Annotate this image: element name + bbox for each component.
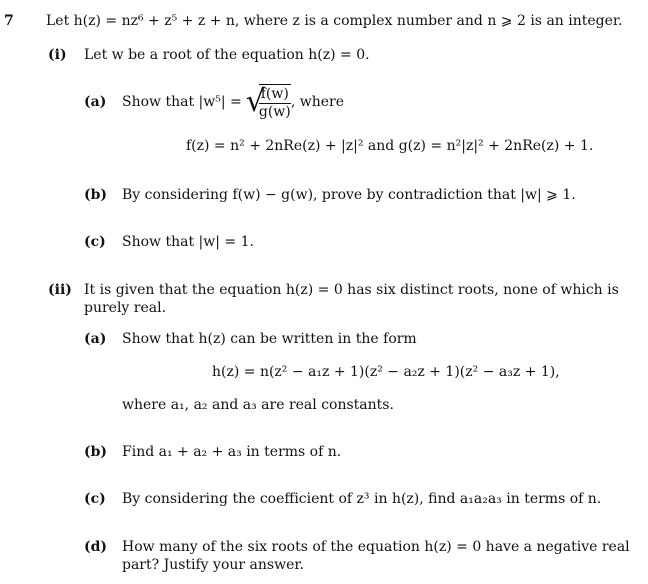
part-ii-b-label: (b) [84,444,108,460]
part-i-c-label: (c) [84,234,106,250]
part-i-b-text: By considering f(w) − g(w), prove by contradiction that |w| ⩾ 1. [122,187,576,203]
part-ii-c-label: (c) [84,491,106,507]
part-ii-a-where: where a₁, a₂ and a₃ are real constants. [122,397,394,413]
part-i-stem: Let w be a root of the equation h(z) = 0. [84,47,370,63]
part-ii-c-text: By considering the coefficient of z³ in h(z), find a₁a₂a₃ in terms of n. [122,491,602,507]
part-i-c-text: Show that |w| = 1. [122,234,254,250]
radical-sign: √ [245,83,265,119]
part-ii-b-text: Find a₁ + a₂ + a₃ in terms of n. [122,444,342,460]
part-ii-stem: It is given that the equation h(z) = 0 has six distinct roots, none of which is purely real. [84,282,619,316]
question-intro: Let h(z) = nz⁶ + z⁵ + z + n, where z is a complex number and n ⩾ 2 is an integer. [46,13,623,29]
part-i-a-definition: f(z) = n² + 2nRe(z) + |z|² and g(z) = n²|z|² + 2nRe(z) + 1. [186,138,594,154]
part-i-a-label: (a) [84,94,107,110]
part-ii-d-label: (d) [84,539,108,555]
part-i-label: (i) [48,47,67,63]
part-ii-a-text: Show that h(z) can be written in the form [122,331,417,347]
part-i-a-prefix: Show that |w⁵| = [122,94,242,110]
fraction-numerator: f(w) [260,85,289,102]
part-ii-a-formula: h(z) = n(z² − a₁z + 1)(z² − a₂z + 1)(z² − a₃z + 1), [212,364,560,380]
square-root [246,84,291,121]
part-ii-label: (ii) [48,282,72,298]
question-number: 7 [4,13,14,29]
fraction-denominator: g(w) [258,103,291,120]
part-ii-a-label: (a) [84,331,107,347]
part-i-a-statement [122,80,344,124]
part-i-a-suffix: , where [290,94,345,110]
part-ii-d-text: How many of the six roots of the equation h(z) = 0 have a negative real part? Justify your answer. [122,539,630,573]
part-i-b-label: (b) [84,187,108,203]
